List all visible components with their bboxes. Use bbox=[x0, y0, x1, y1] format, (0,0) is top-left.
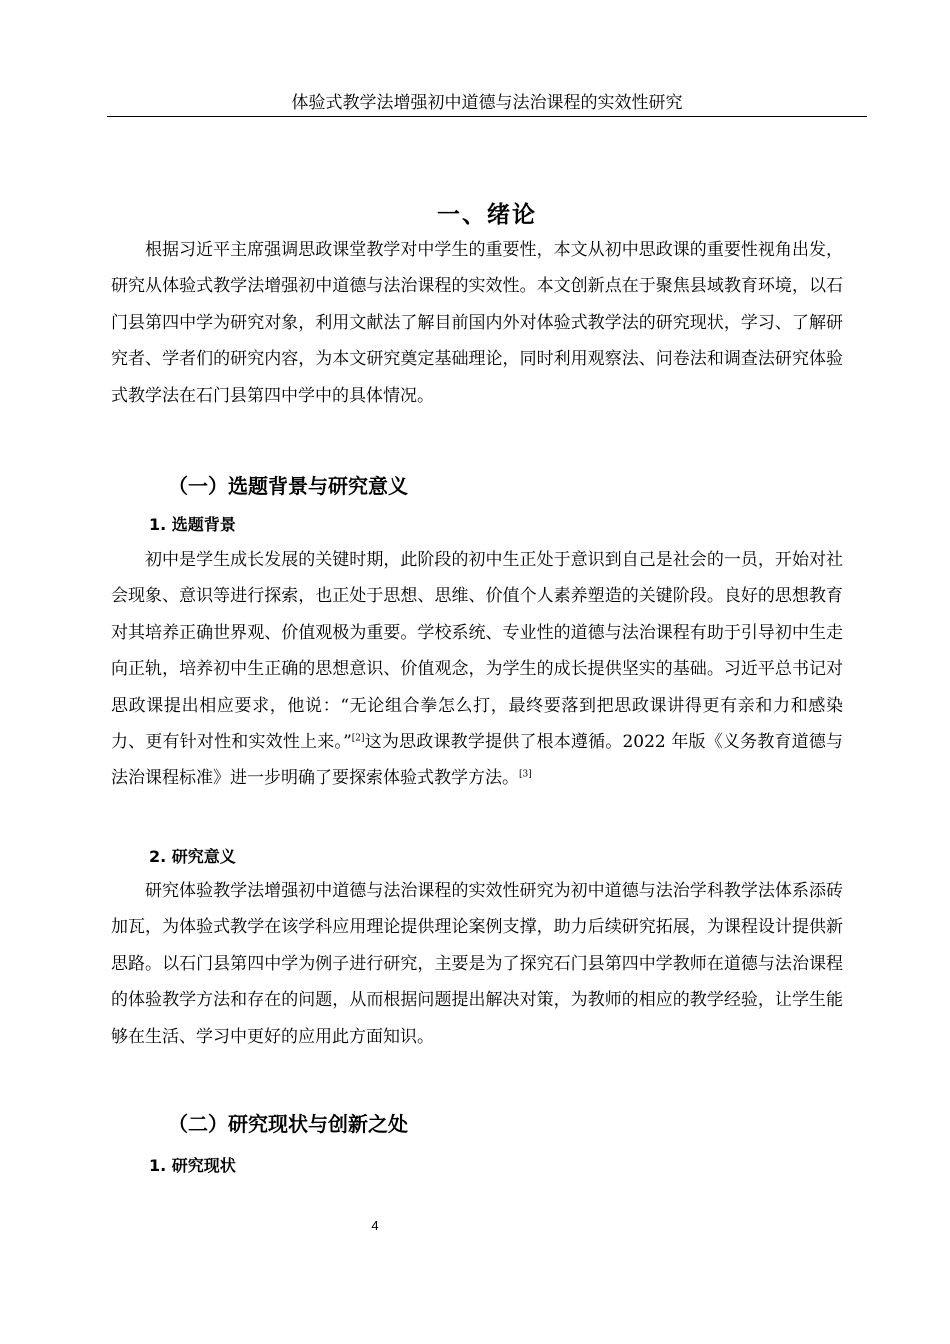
page-number: 4 bbox=[371, 1218, 379, 1233]
section-title-status: （二）研究现状与创新之处 bbox=[168, 1112, 408, 1136]
citation-ref-3: [3] bbox=[519, 769, 532, 780]
running-header: 体验式教学法增强初中道德与法治课程的实效性研究 bbox=[291, 93, 683, 113]
intro-paragraph: 根据习近平主席强调思政课堂教学对中学生的重要性，本文从初中思政课的重要性视角出发，研究从体验式教学法增强初中道德与法治课程的实效性。本文创新点在于聚焦县域教育环境，以石门县第四中学为研究对象，利用文献法了解目前国内外对体验式教学法的研究现状，学习、了解研究者、学者们的研究内容，为本文研究奠定基础理论，同时利用观察法、问卷法和调查法研究体验式教学法在石门县第四中学中的具体情况。 bbox=[111, 240, 843, 406]
subsection-title-topic-background: 1. 选题背景 bbox=[149, 515, 236, 534]
section-title-background: （一）选题背景与研究意义 bbox=[168, 474, 408, 498]
subsection-title-significance: 2. 研究意义 bbox=[149, 847, 236, 866]
background-text-b: 这为思政课教学提供了根本遵循。2022 年版《义务教育道德与法治课程标准》进一步明确了要探索体验式教学方法。 bbox=[111, 732, 843, 789]
background-paragraph bbox=[111, 542, 843, 797]
significance-paragraph: 研究体验教学法增强初中道德与法治课程的实效性研究为初中道德与法治学科教学法体系添砖加瓦，为体验式教学在该学科应用理论提供理论案例支撑，助力后续研究拓展，为课程设计提供新思路。以石门县第四中学为例子进行研究，主要是为了探究石门县第四中学教师在道德与法治课程的体验教学方法和存在的问题，从而根据问题提出解决对策，为教师的相应的教学经验，让学生能够在生活、学习中更好的应用此方面知识。 bbox=[111, 881, 843, 1047]
chapter-title: 一、绪论 bbox=[437, 202, 537, 228]
background-text-a: 初中是学生成长发展的关键时期，此阶段的初中生正处于意识到自己是社会的一员，开始对社会现象、意识等进行探索，也正处于思想、思维、价值个人素养塑造的关键阶段。良好的思想教育对其培养正确世界观、价值观极为重要。学校系统、专业性的道德与法治课程有助于引导初中生走向正轨，培养初中生正确的思想意识、价值观念，为学生的成长提供坚实的基础。习近平总书记对思政课提出相应要求，他说：“无论组合拳怎么打，最终要落到把思政课讲得更有亲和力和感染力、更有针对性和实效性上来。” bbox=[111, 550, 843, 753]
subsection-title-research-status: 1. 研究现状 bbox=[149, 1156, 236, 1175]
header-divider bbox=[107, 116, 867, 117]
citation-ref-2: [2] bbox=[351, 733, 365, 744]
